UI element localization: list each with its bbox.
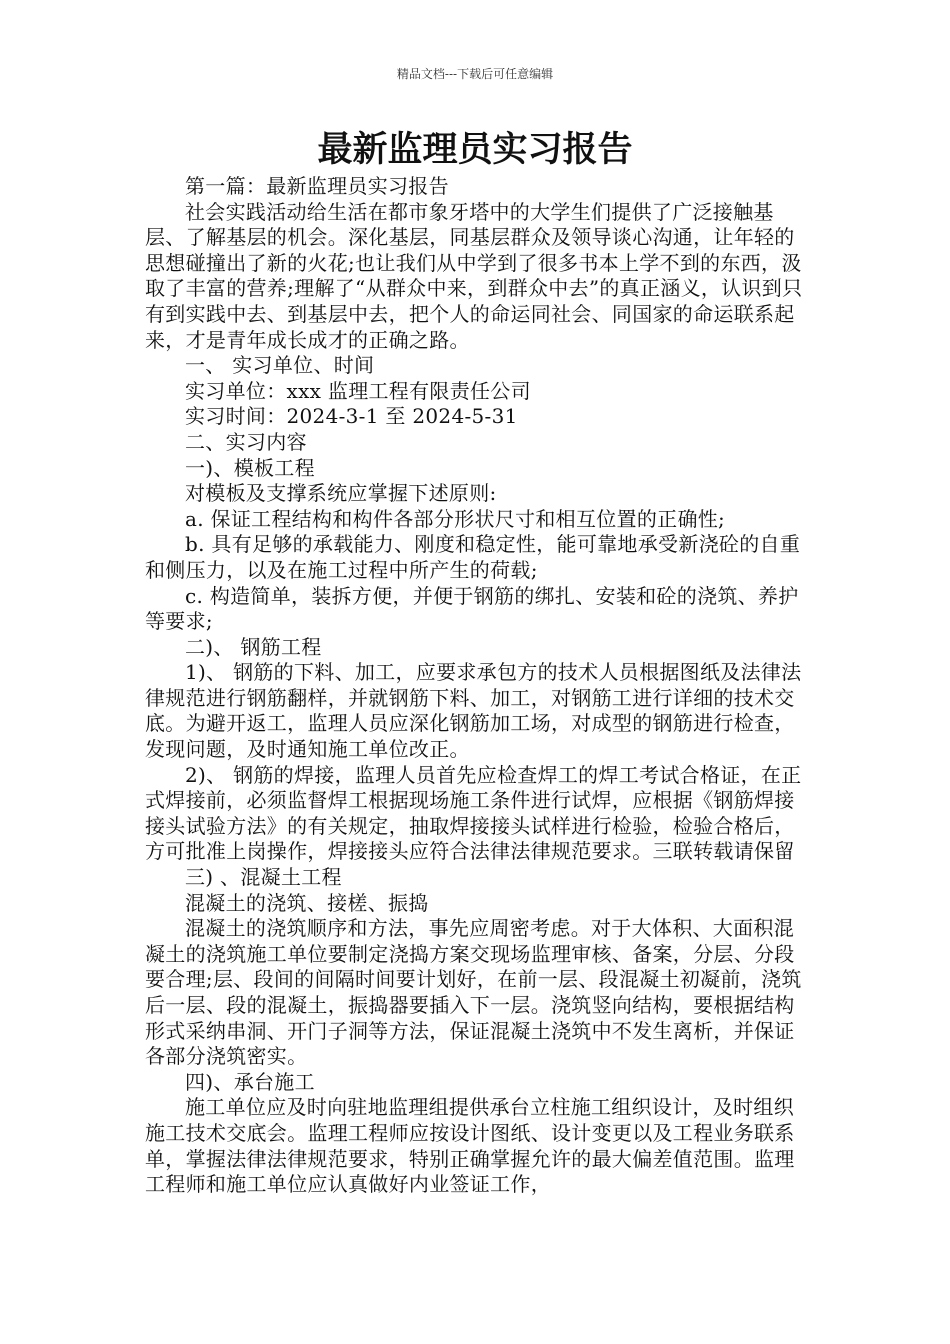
page-header: 精品文档---下载后可任意编辑	[396, 67, 554, 81]
section-heading: 一、 实习单位、时间	[185, 353, 375, 378]
subsection-heading: 二)、 钢筋工程	[185, 634, 322, 659]
body-paragraph: 2)、 钢筋的焊接，监理人员首先应检查焊工的焊工考试合格证，在正式焊接前，必须监督焊工根据现场施工条件进行试焊，应根据《钢筋焊接接头试验方法》的有关规定，抽取焊接接头试样进行检验，检验合格后，方可批准上岗操作，焊接接头应符合法律法律规范要求。三联转载请保留	[145, 762, 802, 864]
body-paragraph: 1)、 钢筋的下料、加工，应要求承包方的技术人员根据图纸及法律法律规范进行钢筋翻样，并就钢筋下料、加工，对钢筋工进行详细的技术交底。为避开返工，监理人员应深化钢筋加工场，对成型的钢筋进行检查，发现问题，及时通知施工单位改正。	[145, 660, 802, 762]
subsection-heading: 三) 、混凝土工程	[185, 865, 342, 890]
body-paragraph: 混凝土的浇筑顺序和方法，事先应周密考虑。对于大体积、大面积混凝土的浇筑施工单位要制定浇捣方案交现场监理审核、备案，分层、分段要合理;层、段间的间隔时间要计划好，在前一层、段混凝土初凝前，浇筑后一层、段的混凝土，振捣器要插入下一层。浇筑竖向结构，要根据结构形式采纳串洞、开门子洞等方法，保证混凝土浇筑中不发生离析，并保证各部分浇筑密实。	[145, 916, 802, 1069]
info-line: 实习单位：xxx 监理工程有限责任公司	[185, 378, 531, 403]
section-heading: 第一篇：最新监理员实习报告	[185, 174, 449, 198]
info-line: 实习时间：2024-3-1 至 2024-5-31	[185, 404, 518, 429]
body-paragraph: 社会实践活动给生活在都市象牙塔中的大学生们提供了广泛接触基层、了解基层的机会。深化基层，同基层群众及领导谈心沟通，让年轻的思想碰撞出了新的火花;也让我们从中学到了很多书本上学不到的东西，汲取了丰富的营养;理解了“从群众中来，到群众中去”的真正涵义，认识到只有到实践中去、到基层中去，把个人的命运同社会、同国家的命运联系起来，才是青年成长成才的正确之路。	[145, 199, 803, 352]
subsection-heading: 四)、承台施工	[185, 1069, 315, 1094]
document-title: 最新监理员实习报告	[317, 130, 633, 170]
body-paragraph: 混凝土的浇筑、接槎、振捣	[185, 890, 429, 915]
list-item: c. 构造简单，装拆方便，并便于钢筋的绑扎、安装和砼的浇筑、养护等要求;	[145, 583, 799, 634]
list-item: b. 具有足够的承载能力、刚度和稳定性，能可靠地承受新浇砼的自重和侧压力，以及在施工过程中所产生的荷载;	[145, 532, 801, 582]
body-paragraph: 对模板及支撑系统应掌握下述原则:	[185, 481, 497, 506]
body-paragraph: 施工单位应及时向驻地监理组提供承台立柱施工组织设计，及时组织施工技术交底会。监理工程师应按设计图纸、设计变更以及工程业务联系单，掌握法律法律规范要求，特别正确掌握允许的最大偏差值范围。监理工程师和施工单位应认真做好内业签证工作，	[145, 1095, 795, 1197]
document-body	[145, 174, 810, 1198]
section-heading: 二、实习内容	[185, 429, 307, 454]
subsection-heading: 一)、模板工程	[185, 455, 315, 480]
list-item: a. 保证工程结构和构件各部分形状尺寸和相互位置的正确性;	[185, 506, 726, 531]
